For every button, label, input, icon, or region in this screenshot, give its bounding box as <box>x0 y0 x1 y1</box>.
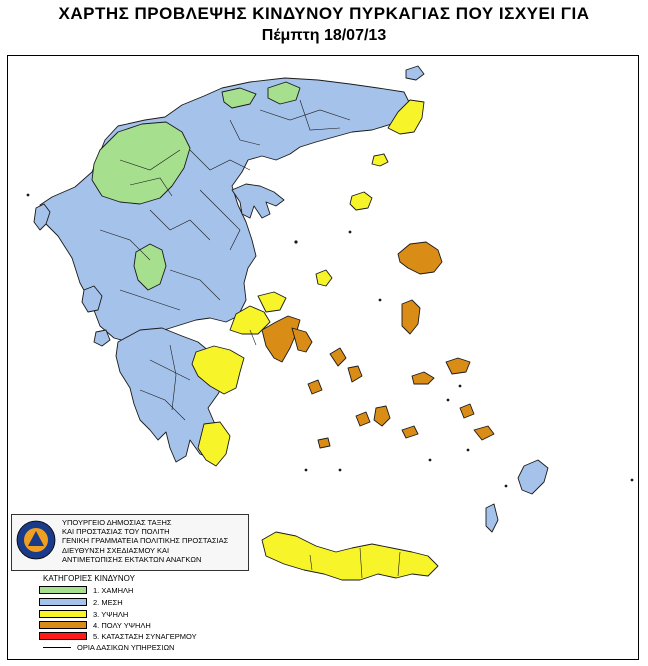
legend-item-medium <box>39 597 123 607</box>
map-date: Πέμπτη 18/07/13 <box>261 27 387 44</box>
legend-label: 4. ΠΟΛΥ ΥΨΗΛΗ <box>93 620 151 630</box>
legend-swatch <box>39 621 87 629</box>
region-very-high-chios <box>402 300 420 334</box>
region-very-high-kos <box>474 426 494 440</box>
agency-text <box>62 518 248 564</box>
region-very-high-tinos <box>348 366 362 382</box>
boundary-line-swatch <box>43 647 71 648</box>
agency-line: ΔΙΕΥΘΥΝΣΗ ΣΧΕΔΙΑΣΜΟΥ ΚΑΙ <box>62 545 170 555</box>
legend-swatch <box>39 610 87 618</box>
agency-line: ΚΑΙ ΠΡΟΣΤΑΣΙΑΣ ΤΟΥ ΠΟΛΙΤΗ <box>62 527 170 537</box>
legend-label: 5. ΚΑΤΑΣΤΑΣΗ ΣΥΝΑΓΕΡΜΟΥ <box>93 631 197 641</box>
legend-item-low <box>39 585 133 595</box>
agency-line: ΑΝΤΙΜΕΤΩΠΙΣΗΣ ΕΚΤΑΚΤΩΝ ΑΝΑΓΚΩΝ <box>62 554 202 564</box>
region-high-lemnos <box>350 192 372 210</box>
agency-line: ΥΠΟΥΡΓΕΙΟ ΔΗΜΟΣΙΑΣ ΤΑΞΗΣ <box>62 518 172 527</box>
region-high-crete <box>262 532 438 580</box>
region-medium-rhodes <box>518 460 548 494</box>
region-very-high-kea <box>308 380 322 394</box>
legend-swatch <box>39 586 87 594</box>
legend-item-very-high <box>39 620 151 630</box>
region-very-high-milos <box>318 438 330 448</box>
region-very-high-amorgos <box>402 426 418 438</box>
legend-swatch <box>39 632 87 640</box>
region-high-euboea-north <box>258 292 286 312</box>
region-very-high-euboea-south <box>292 328 312 352</box>
map-title: ΧΑΡΤΗΣ ΠΡΟΒΛΕΨΗΣ ΚΙΝΔΥΝΟΥ ΠΥΡΚΑΓΙΑΣ ΠΟΥ ΙΣΧΥΕΙ ΓΙΑ <box>58 4 590 23</box>
civil-protection-logo-icon <box>16 520 56 560</box>
legend-label: 2. ΜΕΣΗ <box>93 597 123 607</box>
legend-label: 3. ΥΨΗΛΗ <box>93 609 129 619</box>
region-medium-samothraki <box>406 66 424 80</box>
region-medium-karpathos <box>486 504 498 532</box>
region-very-high-andros <box>330 348 346 366</box>
region-very-high-lesvos <box>398 242 442 274</box>
region-high-skiathos <box>316 270 332 286</box>
legend-heading: ΚΑΤΗΓΟΡΙΕΣ ΚΙΝΔΥΝΟΥ <box>43 574 135 583</box>
region-very-high-naxos <box>374 406 390 426</box>
agency-line: ΓΕΝΙΚΗ ΓΡΑΜΜΑΤΕΙΑ ΠΟΛΙΤΙΚΗΣ ΠΡΟΣΤΑΣΙΑΣ <box>62 536 229 546</box>
legend-boundary <box>43 643 174 652</box>
legend-label: 1. ΧΑΜΗΛΗ <box>93 585 134 595</box>
map-legend <box>11 514 249 656</box>
legend-item-alert <box>39 631 197 641</box>
region-high-laconia <box>198 422 230 466</box>
agency-box <box>11 514 249 571</box>
region-very-high-kalymnos <box>460 404 474 418</box>
region-very-high-ikaria <box>412 372 434 384</box>
region-high-thasos <box>372 154 388 166</box>
legend-boundary-label: ΟΡΙΑ ΔΑΣΙΚΩΝ ΥΠΗΡΕΣΙΩΝ <box>77 643 175 652</box>
legend-item-high <box>39 609 128 619</box>
legend-swatch <box>39 598 87 606</box>
region-very-high-samos <box>446 358 470 374</box>
region-very-high-paros <box>356 412 370 426</box>
